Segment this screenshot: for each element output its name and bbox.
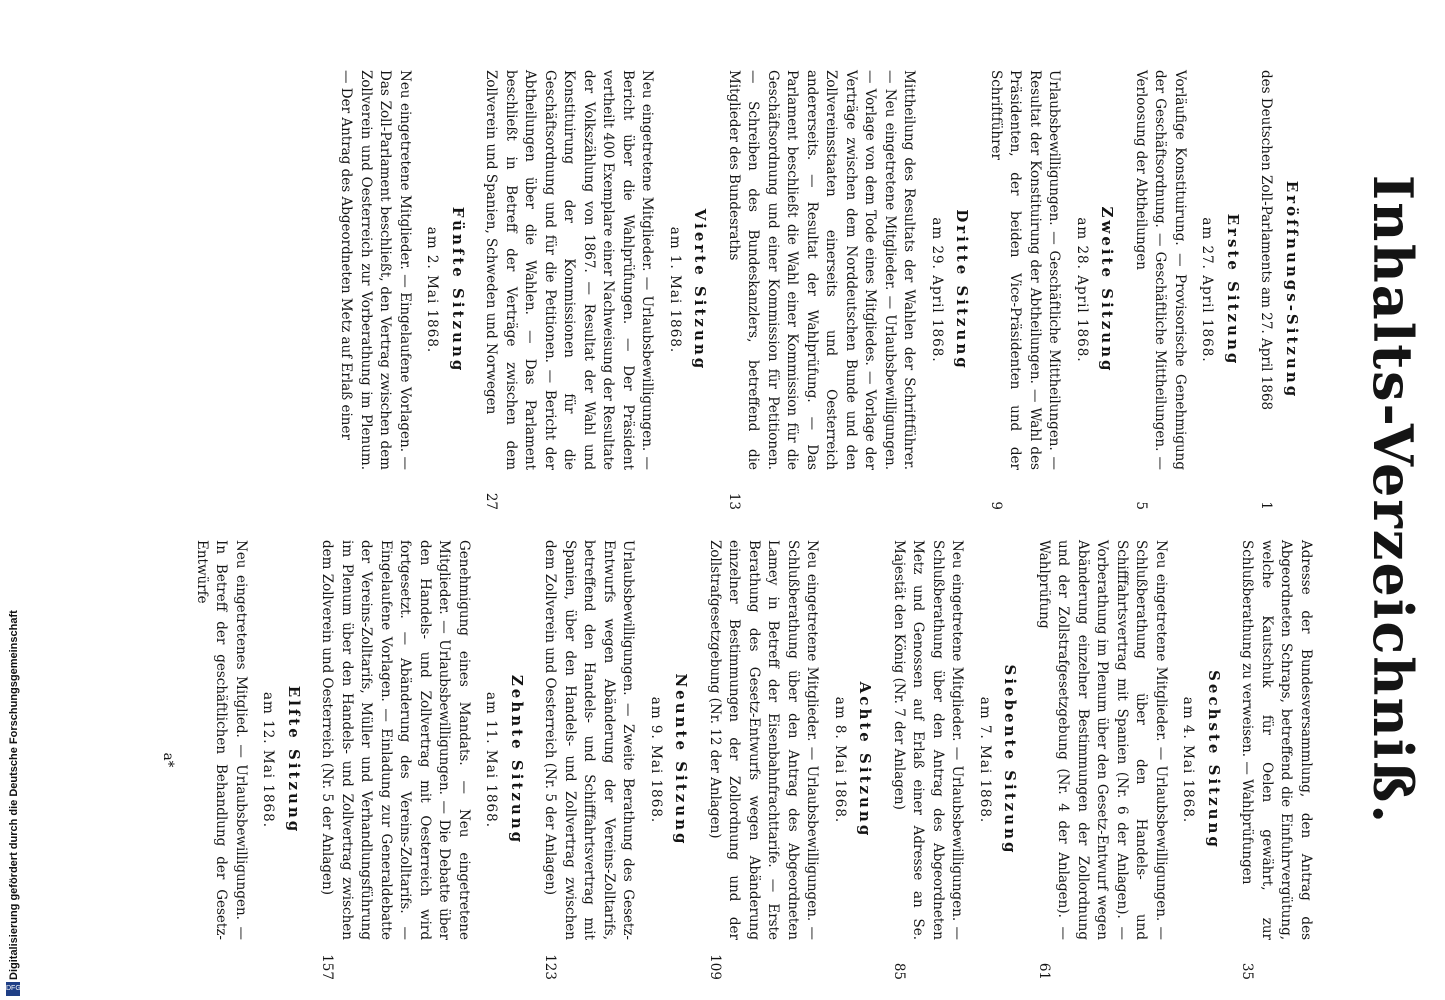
session-summary: Urlaubsbewilligungen. — Zweite Berathung des Gesetz-Entwurfs wegen Abänderung der Vereins-Zolltarifs, betreffend den Handels- und Schifffahrtsvertrag mit Spanien, über den Handels- und Zollvertrag zwischen dem Zollverein und Oesterreich (Nr. 5 der Anlagen) (542, 540, 637, 940)
session-date: am 4. Mai 1868. (1180, 696, 1197, 824)
session-title: Siebente Sitzung (1001, 664, 1020, 856)
page-number: 13 (726, 492, 742, 510)
session-summary: Adresse der Bundesversammlung, den Antrag des Abgeordneten Schraps, betreffend die Einfuhrvergütung, welche Kautschuk für Oelen gewährt, zur Schlußberathung zu verweisen. — Wahlprüfungen (1239, 540, 1314, 940)
session-date: am 28. April 1868. (1074, 217, 1090, 363)
toc-entry (1034, 540, 1224, 980)
toc-entry (540, 540, 691, 980)
toc-entry (889, 540, 1020, 980)
toc-entry (192, 540, 304, 980)
funding-credit: Digitalisierung gefördert durch die Deutsche Forschungsgemeinschaft (8, 610, 20, 980)
session-summary: Genehmigung eines Mandats. — Neu eingetretene Mitglieder. — Urlaubsbewilligungen. — Die Debatte über den Handels- und Zollvertrag mit Oesterreich wird fortgesetzt. — Abänderung des Vereins-Zolltarifs. — Eingelaufene Vorlagen. — Einladung zur Generaldebatte der Vereins-Zolltarifs, Müller und Verhandlungsführung im Plenum über den Handels- und Zollvertrag zwischen dem Zollverein und Oesterreich (Nr. 5 der Anlagen) (319, 540, 472, 940)
session-summary: Neu eingetretenes Mitglied. — Urlaubsbewilligungen. — In Betreff der geschäftlichen Behandlung der Gesetz-Entwürfe (194, 540, 249, 940)
session-summary: Neu eingetretene Mitglieder. — Urlaubsbewilligungen. — Bericht über die Wahlprüfungen. — Der Präsident vertheilt 400 Exemplare einer Nachweisung der Resultate der Volkszählung von 1867. — Resultat der Wahl und Konstituirung der Kommissionen für die Geschäftsordnung und für die Petitionen. — Bericht der Abtheilungen über die Wahlen. — Das Parlament beschließt in Betreff der Verträge zwischen dem Zollverein und Spanien, Schweden und Norwegen (483, 70, 656, 470)
session-title: Erste Sitzung (1224, 213, 1242, 367)
toc-entry (1256, 70, 1301, 510)
page-number: 5 (1133, 501, 1149, 510)
session-title: Zehnte Sitzung (508, 674, 526, 846)
session-summary: Neu eingetretene Mitglieder. — Eingelaufene Vorlagen. — Das Zoll-Parlament beschließt, den Vertrag zwischen dem Zollverein und Oesterreich zur Vorberathung im Plenum. — Der Antrag des Abgeordneten Metz auf Erlaß einer (338, 70, 413, 470)
page-number: 157 (319, 954, 336, 980)
digitization-footer (6, 6, 20, 996)
session-date: am 9. Mai 1868. (648, 696, 664, 824)
toc-entry (986, 70, 1117, 510)
session-date: am 7. Mai 1868. (977, 696, 993, 824)
session-date: am 8. Mai 1868. (832, 696, 848, 824)
toc-entry-continued (1237, 540, 1315, 980)
session-summary: Mittheilung des Resultats der Wahlen der Schriftführer. — Neu eingetretene Mitglieder. — Urlaubsbewilligungen. — Vorlage von dem Tode eines Mitgliedes. — Vorlage der Verträge zwischen dem Norddeutschen Bunde und den Zollvereinsstaaten einerseits und Oesterreich andererseits. — Resultat der Wahlprüfung. — Das Parlament beschließt die Wahl einer Kommission für die Geschäftsordnung und einer Kommission für Petitionen. — Schreiben des Bundeskanzlers, betreffend die Mitglieder des Bundesraths (726, 70, 918, 470)
toc-entry (724, 70, 972, 510)
toc-entry (317, 540, 526, 980)
page-number: 35 (1239, 962, 1256, 980)
session-title: Eröffnungs-Sitzung (1283, 180, 1301, 400)
session-title: Sechste Sitzung (1205, 670, 1223, 850)
session-title: Neunte Sitzung (672, 673, 691, 847)
session-title: Vierte Sitzung (691, 208, 710, 372)
session-summary: Urlaubsbewilligungen. — Geschäftliche Mittheilungen. — Resultat der Konstituirung der Abtheilungen. — Wahl des Präsidenten, der beiden Vice-Präsidenten und der Schriftführer (988, 70, 1063, 470)
toc-right-column (158, 540, 1315, 980)
session-date: am 29. April 1868. (929, 217, 945, 363)
session-title: Dritte Sitzung (953, 209, 972, 371)
toc-entry (481, 70, 710, 510)
session-date: am 2. Mai 1868. (424, 226, 441, 354)
session-date: am 11. Mai 1868. (483, 691, 500, 829)
toc-left-column (336, 70, 1315, 510)
session-title: Elfte Sitzung (285, 685, 303, 835)
page-number: 109 (707, 954, 723, 980)
toc-entry (336, 70, 467, 510)
session-date: am 1. Mai 1868. (667, 226, 683, 354)
session-summary: Neu eingetretene Mitglieder. — Urlaubsbewilligungen. — Schlußberathung über den Handels- und Schifffahrtsvertrag mit Spanien (Nr. 6 der Anlagen). — Vorberathung im Plenum über den Gesetz-Entwurf wegen Abänderung einzelner Bestimmungen der Zollordnung und der Zollstrafgesetzgebung (Nr. 4 der Anlagen). — Wahlprüfung (1036, 540, 1169, 940)
page-number: 1 (1258, 501, 1275, 510)
signature-mark: a* (160, 752, 177, 768)
toc-entry (1131, 70, 1243, 510)
session-title: Zweite Sitzung (1098, 206, 1117, 374)
session-date: am 12. Mai 1868. (260, 691, 277, 829)
session-date: am 27. April 1868. (1199, 217, 1216, 363)
session-title: Fünfte Sitzung (449, 206, 467, 374)
page-title: Inhalts-Verzeichniß. (1361, 174, 1425, 826)
page-number: 85 (891, 962, 907, 980)
session-summary: Vorläufige Konstituirung. — Provisorische Genehmigung der Geschäftsordnung. — Geschäftliche Mittheilungen. — Verloosung der Abtheilungen (1133, 70, 1188, 470)
page-number: 27 (483, 492, 500, 510)
dfg-logo: DFG (6, 982, 20, 996)
session-summary: des Deutschen Zoll-Parlaments am 27. April 1868 (1258, 70, 1275, 411)
page-number: 61 (1036, 962, 1052, 980)
page-number: 9 (988, 501, 1004, 510)
toc-entry (705, 540, 875, 980)
session-title: Achte Sitzung (856, 681, 875, 839)
session-summary: Neu eingetretene Mitglieder. — Urlaubsbewilligungen. — Schlußberathung über den Antrag des Abgeordneten Metz und Genossen auf Erlaß einer Adresse an Se. Majestät den König (Nr. 7 der Anlagen) (891, 540, 966, 940)
session-summary: Neu eingetretene Mitglieder. — Urlaubsbewilligungen. — Schlußberathung über den Antrag des Abgeordneten Lamey in Betreff der Eisenbahnfrachttarife. — Erste Berathung des Gesetz-Entwurfs wegen Abänderung einzelner Bestimmungen der Zollordnung und der Zollstrafgesetzgebung (Nr. 12 der Anlagen) (707, 540, 821, 940)
page-number: 123 (542, 954, 559, 980)
